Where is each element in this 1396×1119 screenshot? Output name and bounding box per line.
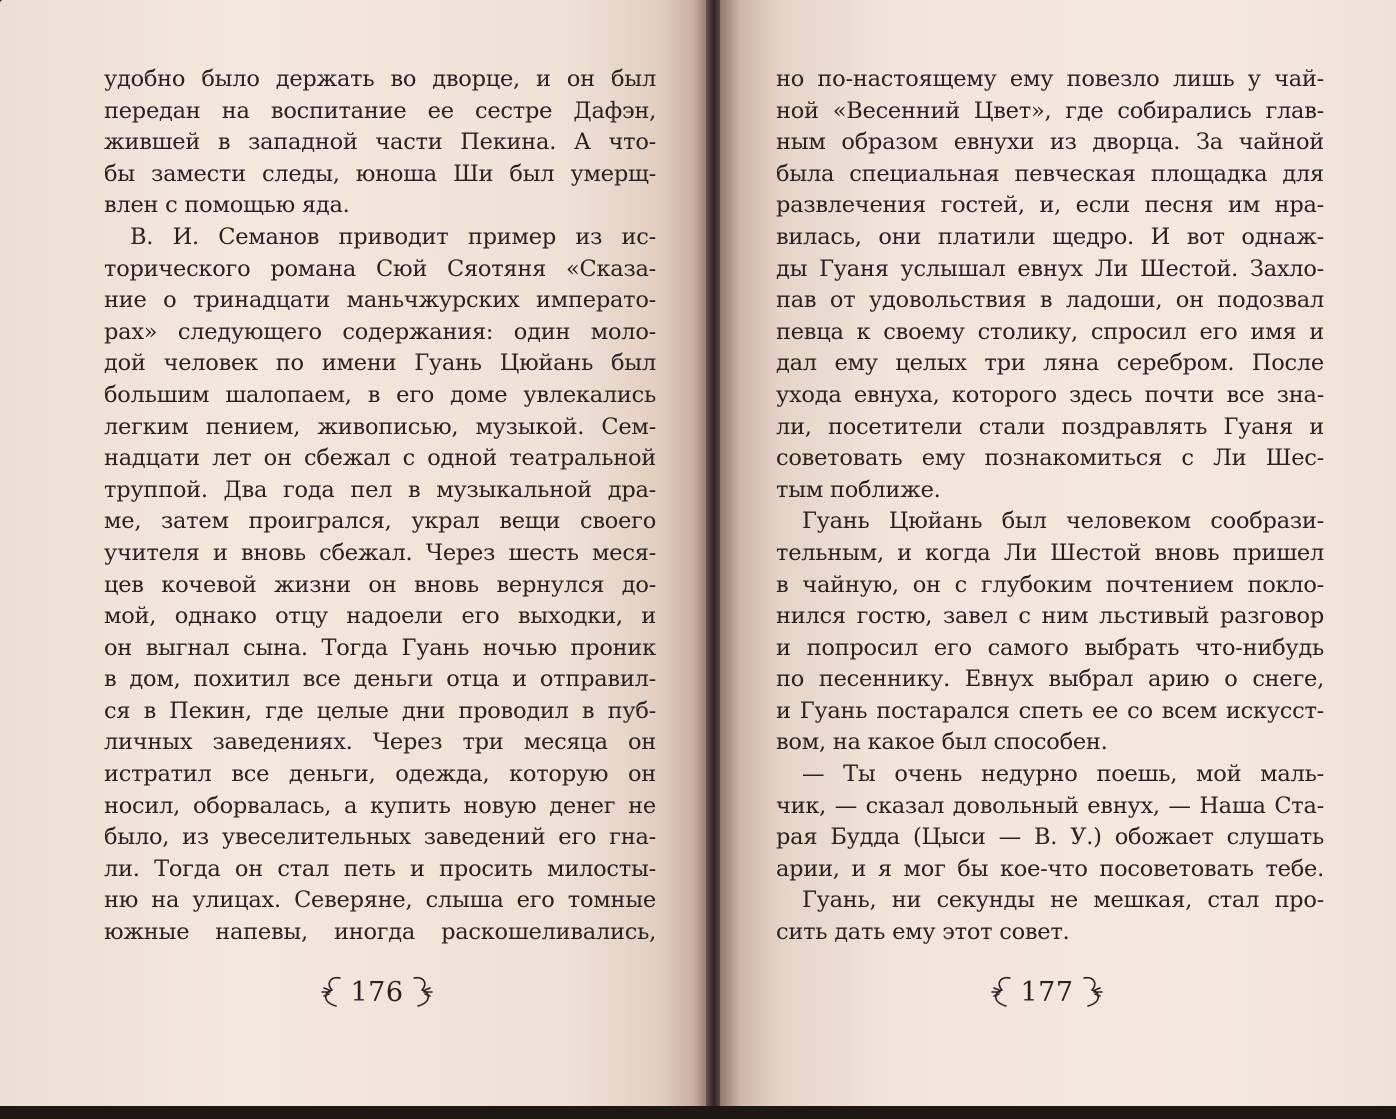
left-flourish-icon (988, 972, 1014, 1012)
text-line: торического романа Сюй Сяотяня «Сказа- (104, 255, 656, 282)
text-line: В. И. Семанов приводит пример из ис- (130, 223, 656, 250)
page-number-left (312, 966, 442, 1018)
text-line: вом, на какое был способен. (776, 729, 1108, 756)
page-number: 177 (1020, 976, 1074, 1008)
text-line: ся в Пекин, где целые дни проводил в пуб- (104, 697, 656, 724)
text-line: ние о тринадцати маньчжурских императо- (104, 287, 656, 314)
text-line: арии, и я мог бы кое-что посоветовать тебе. (776, 855, 1324, 882)
text-line: певца к своему столику, спросил его имя и (776, 318, 1324, 345)
text-line: учителя и вновь сбежал. Через шесть меся- (104, 539, 656, 566)
text-line: — Ты очень недурно поешь, мой маль- (802, 761, 1324, 788)
text-line: большим шалопаем, в его доме увлекались (104, 381, 656, 408)
text-line: дой человек по имени Гуань Цюйань был (104, 350, 656, 377)
text-line: мой, однако отцу надоели его выходки, и (104, 603, 656, 630)
text-line: в дом, похитил все деньги отца и отправил- (104, 666, 656, 693)
text-line: вилась, они платили щедро. И вот однаж- (776, 223, 1324, 250)
text-line: по песеннику. Евнух выбрал арию о снеге, (776, 666, 1324, 693)
right-page (720, 0, 1396, 1108)
right-flourish-icon (1080, 972, 1106, 1012)
book-bottom-edge (0, 1106, 1396, 1119)
text-line: пав от удовольствия в ладоши, он подозвал (776, 287, 1324, 314)
text-line: рая Будда (Цыси — В. У.) обожает слушать (776, 824, 1324, 851)
text-line: южные напевы, иногда раскошеливались, (104, 919, 656, 946)
text-line: носил, оборвалась, а купить новую денег не (104, 792, 656, 819)
text-line: ной «Весенний Цвет», где собирались глав- (776, 97, 1324, 124)
text-line: легким пением, живописью, музыкой. Сем- (104, 413, 656, 440)
text-line: надцати лет он сбежал с одной театральной (104, 445, 656, 472)
text-line: передан на воспитание ее сестре Дафэн, (104, 97, 656, 124)
text-line: он выгнал сына. Тогда Гуань ночью проник (104, 634, 656, 661)
text-line: ли, посетители стали поздравлять Гуаня и (776, 413, 1324, 440)
text-line: Гуань Цюйань был человеком сообрази- (802, 508, 1324, 535)
text-line: жившей в западной части Пекина. А что- (104, 129, 656, 156)
text-line: ным образом евнухи из дворца. За чайной (776, 129, 1324, 156)
text-line: тым поближе. (776, 476, 941, 503)
text-line: была специальная певческая площадка для (776, 160, 1324, 187)
left-page-text (104, 64, 656, 949)
right-page-text (776, 64, 1324, 949)
text-line: советовать ему познакомиться с Ли Шес- (776, 445, 1324, 472)
text-line: удобно было держать во дворце, и он был (104, 66, 656, 92)
text-line: ли. Тогда он стал петь и просить милосты- (104, 855, 656, 882)
text-line: и Гуань постарался спеть ее со всем искусст- (776, 697, 1324, 724)
text-line: истратил все деньги, одежда, которую он (104, 761, 656, 788)
text-line: развлечения гостей, и, если песня им нра- (776, 192, 1324, 219)
text-line: тельным, и когда Ли Шестой вновь пришел (776, 539, 1324, 566)
text-line: сить дать ему этот совет. (776, 919, 1070, 946)
text-line: ды Гуаня услышал евнух Ли Шестой. Захло- (776, 255, 1324, 282)
page-number: 176 (350, 976, 404, 1008)
text-line: цев кочевой жизни он вновь вернулся до- (104, 571, 656, 598)
text-line: ухода евнуха, которого здесь почти все зна- (776, 381, 1324, 408)
text-line: и попросил его самого выбрать что-нибудь (776, 634, 1324, 661)
text-line: но по-настоящему ему повезло лишь у чай- (776, 66, 1324, 92)
text-line: дал ему целых три ляна серебром. После (776, 350, 1324, 377)
text-line: труппой. Два года пел в музыкальной дра- (104, 476, 656, 503)
text-line: рах» следующего содержания: один моло- (104, 318, 656, 345)
text-line: ме, затем проигрался, украл вещи своего (104, 508, 656, 535)
text-line: личных заведениях. Через три месяца он (104, 729, 656, 756)
text-line: чик, — сказал довольный евнух, — Наша Ста- (776, 792, 1324, 819)
text-line: Гуань, ни секунды не мешкая, стал про- (802, 887, 1324, 914)
text-line: было, из увеселительных заведений его гна- (104, 824, 656, 851)
text-line: в чайную, он с глубоким почтением покло- (776, 571, 1324, 598)
text-line: ню на улицах. Северяне, слыша его томные (104, 887, 656, 914)
text-line: бы замести следы, юноша Ши был умерщ- (104, 160, 656, 187)
text-line: влен с помощью яда. (104, 192, 350, 219)
right-flourish-icon (410, 972, 436, 1012)
text-line: нился гостю, завел с ним льстивый разговор (776, 603, 1324, 630)
left-flourish-icon (318, 972, 344, 1012)
page-number-right (982, 966, 1112, 1018)
